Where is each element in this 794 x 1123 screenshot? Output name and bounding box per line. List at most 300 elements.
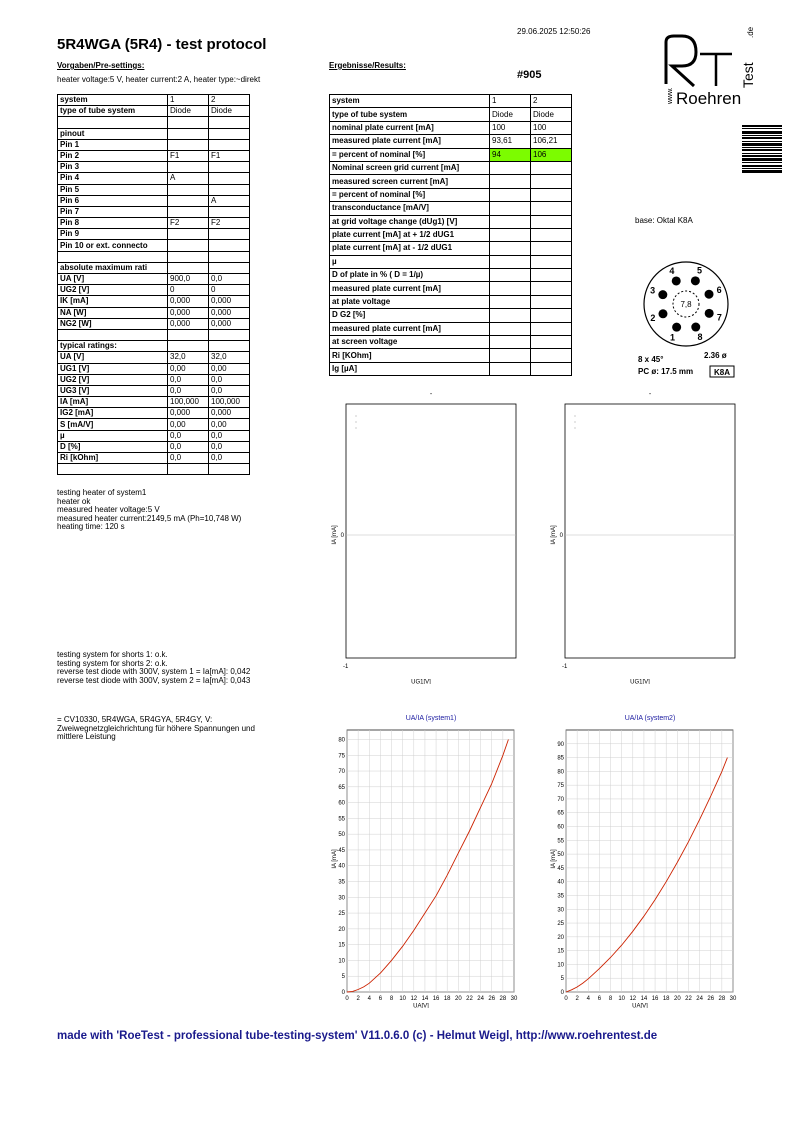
table-row <box>330 202 572 215</box>
note-line: reverse test diode with 300V, system 1 = Ia[mA]: 0,042 <box>57 667 251 676</box>
cell-value: 0 <box>168 285 209 296</box>
pin-number: 8 <box>697 332 703 343</box>
table-row <box>330 242 572 255</box>
center-label: 7,8 <box>680 300 692 309</box>
row-label: Pin 6 <box>58 195 168 206</box>
row-label: Pin 3 <box>58 162 168 173</box>
marker-dot <box>356 416 357 417</box>
row-label: S [mA/V] <box>58 419 168 430</box>
cell-value: 0,0 <box>209 385 250 396</box>
table-row <box>330 175 572 188</box>
equivalents-notes <box>57 716 307 742</box>
x-tick-label: 18 <box>443 996 451 1002</box>
row-label: µ <box>58 430 168 441</box>
cell-value <box>531 362 572 375</box>
cell-value: 106 <box>531 148 572 161</box>
y-tick-label: 90 <box>557 741 564 748</box>
x-tick-label: 24 <box>696 996 703 1002</box>
cell-value <box>490 282 531 295</box>
cell-value: 100,000 <box>168 397 209 408</box>
cell-value: 0,000 <box>168 318 209 329</box>
y-tick-label: 50 <box>557 852 564 859</box>
row-label: plate current [mA] at + 1/2 dUG1 <box>330 228 490 241</box>
cell-value: 100,000 <box>209 397 250 408</box>
x-axis-label: UA[V] <box>632 1003 648 1008</box>
y-tick-label: 70 <box>338 769 345 776</box>
x-tick-label: 16 <box>651 996 659 1002</box>
row-label: Nominal screen grid current [mA] <box>330 161 490 174</box>
x-tick-label: 26 <box>488 996 496 1002</box>
row-label: measured plate current [mA] <box>330 282 490 295</box>
x-tick-label: -1 <box>343 664 349 670</box>
logo-roehren: Roehren <box>676 89 742 108</box>
pin-diagram <box>632 258 742 378</box>
cell-value <box>490 336 531 349</box>
cell-value <box>209 128 250 139</box>
y-tick-label: 15 <box>557 948 564 955</box>
table-row <box>58 363 250 374</box>
cell-value: 900,0 <box>168 274 209 285</box>
row-label: at screen voltage <box>330 336 490 349</box>
code-text: K8A <box>713 368 731 377</box>
row-label: Ri [kOhm] <box>58 453 168 464</box>
row-label: D G2 [%] <box>330 309 490 322</box>
y-axis-label: IA [mA] <box>332 525 338 545</box>
x-tick-label: 30 <box>729 996 737 1002</box>
chart-title: UA/IA (system1) <box>405 715 457 722</box>
y-tick-label: 70 <box>557 796 564 803</box>
y-tick-label: 50 <box>338 832 345 839</box>
logo-www: www. <box>667 87 674 104</box>
cell-value <box>490 322 531 335</box>
chart-background <box>329 384 519 684</box>
marker-dot <box>575 422 576 423</box>
cell-value: A <box>168 173 209 184</box>
table-row <box>58 329 250 340</box>
x-tick-label: 4 <box>367 996 371 1002</box>
y-tick-label: 0 <box>560 990 564 996</box>
table-row <box>58 162 250 173</box>
table-row <box>58 441 250 452</box>
cell-value <box>209 139 250 150</box>
cell-value: 0,0 <box>209 441 250 452</box>
cell-value <box>531 175 572 188</box>
y-tick-label: 65 <box>557 810 564 817</box>
row-label: = percent of nominal [%] <box>330 188 490 201</box>
footer-credit: made with 'RoeTest - professional tube-testing-system' V11.0.6.0 (c) - Helmut Weigl, http://www.roehrentest.de <box>57 1030 658 1042</box>
note-line: = CV10330, 5R4WGA, 5R4GYA, 5R4GY, V: <box>57 715 213 724</box>
pin-hole <box>672 276 681 285</box>
note-line: heating time: 120 s <box>57 522 125 531</box>
y-tick-label: 0 <box>340 533 344 539</box>
chart-ua-ia-system2 <box>548 708 738 1008</box>
x-tick-label: -1 <box>562 664 568 670</box>
cell-value <box>209 341 250 352</box>
row-label <box>58 464 168 475</box>
cell-value: 0,0 <box>209 374 250 385</box>
table-row <box>330 188 572 201</box>
y-tick-label: 60 <box>338 800 345 807</box>
heater-settings: heater voltage:5 V, heater current:2 A, heater type:~direkt <box>57 75 261 84</box>
y-tick-label: 25 <box>338 911 345 918</box>
table-row <box>58 262 250 273</box>
cell-value <box>168 329 209 340</box>
y-tick-label: 20 <box>338 926 345 933</box>
y-axis-label: IA [mA] <box>551 525 557 545</box>
table-row <box>58 251 250 262</box>
table-row <box>58 464 250 475</box>
x-tick-label: 2 <box>575 996 579 1002</box>
pin-hole <box>691 276 700 285</box>
row-label: Ri [KOhm] <box>330 349 490 362</box>
x-tick-label: 16 <box>432 996 440 1002</box>
row-label: Pin 2 <box>58 150 168 161</box>
note-line: measured heater voltage:5 V <box>57 505 160 514</box>
table-row <box>330 161 572 174</box>
table-row <box>58 218 250 229</box>
table-row <box>330 121 572 134</box>
cell-value <box>168 184 209 195</box>
row-label: IA [mA] <box>58 397 168 408</box>
row-label: system <box>58 95 168 106</box>
cell-value: 94 <box>490 148 531 161</box>
cell-value: 106,21 <box>531 135 572 148</box>
cell-value: Diode <box>168 106 209 117</box>
table-row <box>330 269 572 282</box>
cell-value <box>531 309 572 322</box>
row-label: D [%] <box>58 441 168 452</box>
row-label: typical ratings: <box>58 341 168 352</box>
diameter-text: 2.36 ø <box>704 351 727 360</box>
cell-value: 0,0 <box>168 430 209 441</box>
x-tick-label: 10 <box>618 996 626 1002</box>
results-table <box>329 94 572 376</box>
y-tick-label: 45 <box>338 847 345 854</box>
table-row <box>58 296 250 307</box>
x-tick-label: 6 <box>597 996 602 1002</box>
cell-value <box>490 309 531 322</box>
table-row <box>58 430 250 441</box>
table-row <box>58 117 250 128</box>
y-tick-label: 25 <box>557 921 564 928</box>
cell-value: 0,000 <box>209 408 250 419</box>
x-tick-label: 14 <box>421 996 429 1002</box>
cell-value <box>531 242 572 255</box>
cell-value: 0,0 <box>209 453 250 464</box>
row-label: at grid voltage change (dUg1) [V] <box>330 215 490 228</box>
cell-value: 32,0 <box>209 352 250 363</box>
row-label: Pin 7 <box>58 206 168 217</box>
y-tick-label: 35 <box>338 879 345 886</box>
row-label: plate current [mA] at - 1/2 dUG1 <box>330 242 490 255</box>
pin-number: 6 <box>716 284 722 295</box>
row-label: NA [W] <box>58 307 168 318</box>
y-tick-label: 0 <box>341 990 345 996</box>
x-tick-label: 22 <box>685 996 692 1002</box>
pin-number: 2 <box>650 313 656 324</box>
cell-value: 0,0 <box>209 274 250 285</box>
x-tick-label: 24 <box>477 996 484 1002</box>
cell-value: 0,00 <box>168 363 209 374</box>
cell-value <box>209 173 250 184</box>
logo-r-shape <box>666 36 696 86</box>
x-tick-label: 20 <box>673 996 681 1002</box>
chart-background <box>548 708 738 1008</box>
cell-value <box>209 262 250 273</box>
cell-value <box>490 362 531 375</box>
chart-ug1-ia-system2 <box>548 384 738 684</box>
cell-value <box>209 184 250 195</box>
table-row <box>58 173 250 184</box>
table-row <box>330 309 572 322</box>
cell-value <box>531 322 572 335</box>
table-row <box>330 148 572 161</box>
cell-value <box>531 336 572 349</box>
cell-value <box>209 240 250 251</box>
cell-value <box>209 329 250 340</box>
y-tick-label: 40 <box>557 879 564 886</box>
timestamp: 29.06.2025 12:50:26 <box>517 27 591 36</box>
row-label <box>58 117 168 128</box>
table-row <box>58 307 250 318</box>
x-tick-label: 28 <box>718 996 726 1002</box>
presettings-heading: Vorgaben/Pre-settings: <box>57 61 145 70</box>
table-row <box>330 336 572 349</box>
heater-test-notes <box>57 489 241 532</box>
y-tick-label: 10 <box>557 962 564 969</box>
cell-value <box>490 188 531 201</box>
cell-value <box>168 262 209 273</box>
cell-value: F2 <box>168 218 209 229</box>
x-tick-label: 2 <box>356 996 360 1002</box>
cell-value: Diode <box>209 106 250 117</box>
cell-value: 0,000 <box>209 296 250 307</box>
table-row <box>58 397 250 408</box>
angle-text: 8 x 45° <box>638 355 664 364</box>
cell-value <box>209 117 250 128</box>
cell-value: 0,0 <box>168 453 209 464</box>
row-label: Pin 9 <box>58 229 168 240</box>
table-row <box>58 128 250 139</box>
y-tick-label: 15 <box>338 942 345 949</box>
cell-value: 0,000 <box>168 408 209 419</box>
note-line: testing system for shorts 2: o.k. <box>57 658 168 668</box>
table-row <box>58 240 250 251</box>
row-label: Pin 1 <box>58 139 168 150</box>
y-tick-label: 60 <box>557 824 564 831</box>
y-tick-label: 75 <box>557 783 564 790</box>
results-heading: Ergebnisse/Results: <box>329 61 406 70</box>
y-tick-label: 5 <box>341 974 345 981</box>
pin-hole <box>658 309 667 318</box>
y-tick-label: 10 <box>338 958 345 965</box>
x-tick-label: 0 <box>345 996 349 1002</box>
note-line: testing system for shorts 1: o.k. <box>57 650 168 659</box>
pin-hole <box>658 290 667 299</box>
cell-value <box>168 251 209 262</box>
pin-hole <box>672 323 681 332</box>
cell-value: 0,00 <box>209 363 250 374</box>
cell-value <box>209 206 250 217</box>
cell-value <box>209 464 250 475</box>
cell-value <box>531 255 572 268</box>
chart-title: - <box>648 391 652 398</box>
table-row <box>58 139 250 150</box>
pin-hole <box>705 309 714 318</box>
row-label <box>58 251 168 262</box>
cell-value <box>490 295 531 308</box>
table-row <box>58 106 250 117</box>
y-tick-label: 20 <box>557 934 564 941</box>
x-tick-label: 8 <box>389 996 394 1002</box>
row-label: absolute maximum rati <box>58 262 168 273</box>
cell-value <box>531 349 572 362</box>
logo-de: .de <box>746 26 755 38</box>
cell-value <box>531 282 572 295</box>
row-label: Ig [µA] <box>330 362 490 375</box>
x-tick-label: 12 <box>629 996 637 1002</box>
row-label: Pin 10 or ext. connecto <box>58 240 168 251</box>
x-tick-label: 28 <box>499 996 507 1002</box>
pc-text: PC ø: 17.5 mm <box>638 367 694 376</box>
row-label: UG2 [V] <box>58 374 168 385</box>
note-line: testing heater of system1 <box>57 488 147 497</box>
base-label: base: Oktal K8A <box>635 216 693 225</box>
cell-value <box>490 269 531 282</box>
row-label: Pin 4 <box>58 173 168 184</box>
cell-value <box>531 269 572 282</box>
table-row <box>58 95 250 106</box>
y-tick-label: 65 <box>338 784 345 791</box>
note-line: mittlere Leistung <box>57 732 116 741</box>
table-row <box>58 285 250 296</box>
row-label: at plate voltage <box>330 295 490 308</box>
cell-value: 93,61 <box>490 135 531 148</box>
x-tick-label: 18 <box>662 996 670 1002</box>
cell-value <box>209 229 250 240</box>
table-row <box>330 215 572 228</box>
row-label: = percent of nominal [%] <box>330 148 490 161</box>
row-label: transconductance [mA/V] <box>330 202 490 215</box>
shorts-test-notes <box>57 651 250 685</box>
cell-value: F1 <box>209 150 250 161</box>
cell-value: 0,000 <box>168 296 209 307</box>
cell-value: 2 <box>209 95 250 106</box>
pin-hole <box>705 290 714 299</box>
row-label: UG1 [V] <box>58 363 168 374</box>
cell-value: 0,000 <box>209 307 250 318</box>
chart-background <box>329 708 519 1008</box>
table-row <box>58 150 250 161</box>
table-row <box>58 374 250 385</box>
x-tick-label: 4 <box>586 996 590 1002</box>
barcode-bars <box>742 125 782 173</box>
table-row <box>58 229 250 240</box>
y-tick-label: 40 <box>338 863 345 870</box>
row-label: pinout <box>58 128 168 139</box>
cell-value: 0,00 <box>168 419 209 430</box>
note-line: reverse test diode with 300V, system 2 = Ia[mA]: 0,043 <box>57 675 251 685</box>
cell-value <box>168 206 209 217</box>
row-label: IK [mA] <box>58 296 168 307</box>
cell-value: A <box>209 195 250 206</box>
table-row <box>58 206 250 217</box>
cell-value <box>490 175 531 188</box>
cell-value <box>168 464 209 475</box>
cell-value <box>168 229 209 240</box>
cell-value <box>531 228 572 241</box>
chart-background <box>548 384 738 684</box>
cell-value: Diode <box>490 108 531 121</box>
y-tick-label: 5 <box>560 976 564 983</box>
cell-value <box>168 117 209 128</box>
y-tick-label: 30 <box>338 895 345 902</box>
table-row <box>330 108 572 121</box>
x-axis-label: UG1[V] <box>630 679 650 684</box>
row-label: µ <box>330 255 490 268</box>
row-label <box>58 329 168 340</box>
x-tick-label: 10 <box>399 996 407 1002</box>
cell-value <box>209 162 250 173</box>
table-row <box>58 184 250 195</box>
note-line: heater ok <box>57 496 91 506</box>
table-row <box>330 349 572 362</box>
row-label: UG2 [V] <box>58 285 168 296</box>
cell-value: 0,0 <box>168 441 209 452</box>
x-tick-label: 0 <box>564 996 568 1002</box>
table-row <box>58 408 250 419</box>
barcode <box>742 125 782 173</box>
cell-value: 0,0 <box>168 385 209 396</box>
x-tick-label: 30 <box>510 996 518 1002</box>
x-axis-label: UA[V] <box>413 1003 429 1008</box>
cell-value: 1 <box>490 95 531 108</box>
test-number: #905 <box>517 69 542 81</box>
cell-value <box>168 195 209 206</box>
y-tick-label: 85 <box>557 755 564 762</box>
cell-value <box>490 161 531 174</box>
cell-value: Diode <box>531 108 572 121</box>
table-row <box>330 228 572 241</box>
cell-value <box>531 161 572 174</box>
table-row <box>330 95 572 108</box>
marker-dot <box>575 428 576 429</box>
x-tick-label: 6 <box>378 996 383 1002</box>
table-row <box>58 385 250 396</box>
row-label: system <box>330 95 490 108</box>
y-tick-label: 80 <box>557 769 564 776</box>
x-tick-label: 22 <box>466 996 473 1002</box>
cell-value: 32,0 <box>168 352 209 363</box>
cell-value: 2 <box>531 95 572 108</box>
y-tick-label: 80 <box>338 737 345 744</box>
table-row <box>58 341 250 352</box>
cell-value: 0,000 <box>168 307 209 318</box>
marker-dot <box>575 416 576 417</box>
cell-value <box>531 295 572 308</box>
table-row <box>330 295 572 308</box>
cell-value <box>490 228 531 241</box>
cell-value <box>531 202 572 215</box>
table-row <box>330 362 572 375</box>
cell-value <box>490 242 531 255</box>
pin-number: 5 <box>696 265 702 276</box>
cell-value <box>531 188 572 201</box>
row-label: NG2 [W] <box>58 318 168 329</box>
table-row <box>330 135 572 148</box>
note-line: measured heater current:2149,5 mA (Ph=10,748 W) <box>57 513 242 523</box>
x-axis-label: UG1[V] <box>411 679 431 684</box>
